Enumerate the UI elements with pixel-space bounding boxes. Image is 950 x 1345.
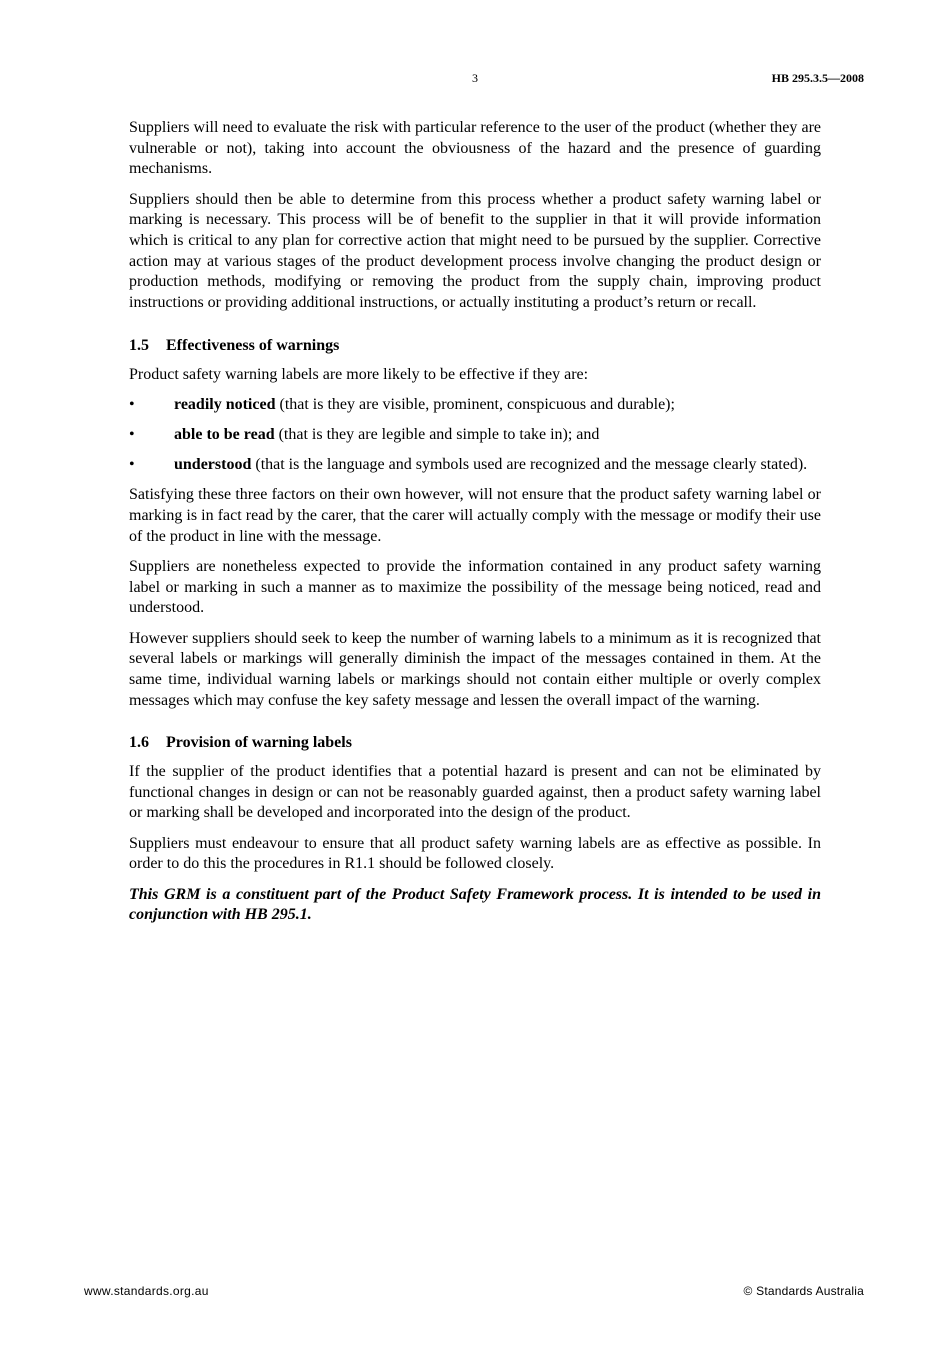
section-heading-1-6 — [129, 733, 821, 754]
effectiveness-bullet-list — [129, 395, 821, 476]
bullet-term: able to be read — [174, 425, 275, 443]
bullet-text: (that is the language and symbols used are recognized and the message clearly stated). — [251, 456, 808, 474]
list-item — [129, 455, 821, 476]
footer-website: www.standards.org.au — [84, 1284, 209, 1298]
section-1-6-paragraph-1: If the supplier of the product identifies that a potential hazard is present and can not be eliminated by functional changes in design or can not be reasonably guarded against, then a product safety warning label or marking shall be developed and incorporated into the design of the product. — [129, 763, 821, 822]
list-item — [129, 425, 821, 446]
section-title: Provision of warning labels — [166, 734, 352, 752]
intro-paragraph-2: Suppliers should then be able to determine from this process whether a product safety warning label or marking is necessary. This process will be of benefit to the supplier in that it will provide information which is critical to any plan for corrective action that might need to be pursued by the supplier. Corrective action may at various stages of the product development process involve changing the product design or production methods, modifying or removing the product from the supply chain, improving product instructions or providing additional instructions, or actually instituting a product’s return or recall. — [129, 190, 821, 312]
section-1-5-paragraph-2: Suppliers are nonetheless expected to provide the information contained in any product safety warning label or marking in such a manner as to maximize the possibility of the message being noticed, read and understood. — [129, 557, 821, 617]
section-1-5-paragraph-3: However suppliers should seek to keep the number of warning labels to a minimum as it is recognized that several labels or markings will generally diminish the impact of the messages contained in them. At the same time, individual warning labels or markings should not contain either multiple or overly complex messages which may confuse the key safety message and lessen the overall impact of the warning. — [129, 629, 821, 709]
bullet-icon: • — [129, 425, 135, 443]
intro-paragraph-1: Suppliers will need to evaluate the risk with particular reference to the user of the product (whether they are vulnerable or not), taking into account the obviousness of the hazard and the presence of guarding mechanisms. — [129, 119, 821, 178]
list-item — [129, 395, 821, 416]
section-number: 1.5 — [129, 336, 149, 354]
bullet-icon: • — [129, 395, 135, 413]
page-number: 3 — [472, 71, 478, 85]
section-1-5-paragraph-1: Satisfying these three factors on their own however, will not ensure that the product safety warning label or marking is in fact read by the carer, that the carer will actually comply with the message or modify their use of the product in line with the message. — [129, 486, 821, 545]
bullet-text: (that is they are visible, prominent, conspicuous and durable); — [275, 395, 675, 413]
section-number: 1.6 — [129, 734, 149, 752]
section-title: Effectiveness of warnings — [166, 336, 340, 354]
bullet-text: (that is they are legible and simple to take in); and — [274, 425, 600, 443]
section-1-6-paragraph-2: Suppliers must endeavour to ensure that all product safety warning labels are as effective as possible. In order to do this the procedures in R1.1 should be followed closely. — [129, 834, 821, 873]
bullet-term: understood — [174, 456, 252, 474]
section-heading-1-5 — [129, 336, 821, 357]
document-body — [129, 118, 821, 936]
footer-copyright: © Standards Australia — [743, 1284, 864, 1298]
bullet-term: readily noticed — [174, 395, 276, 413]
section-1-5-lead: Product safety warning labels are more likely to be effective if they are: — [129, 365, 589, 383]
document-identifier: HB 295.3.5—2008 — [771, 71, 864, 85]
bullet-icon: • — [129, 456, 135, 474]
closing-statement: This GRM is a constituent part of the Product Safety Framework process. It is intended to be used in conjunction with HB 295.1. — [129, 885, 821, 924]
